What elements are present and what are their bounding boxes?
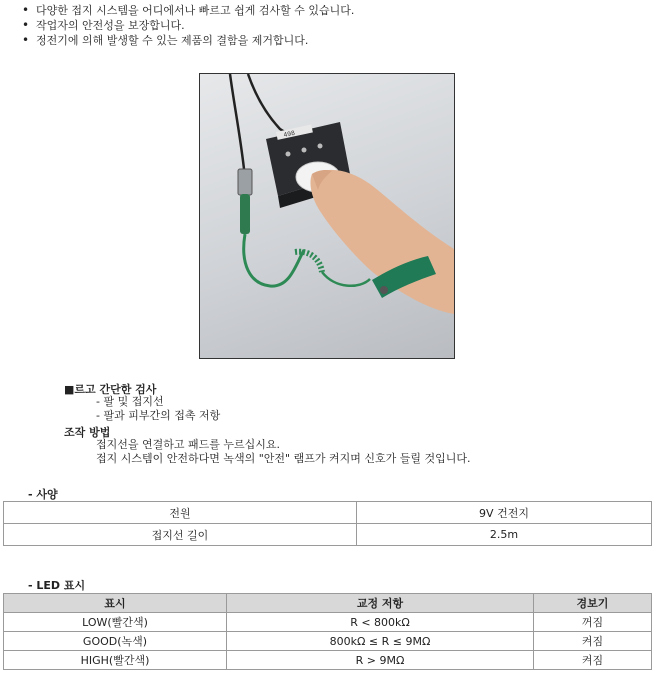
operation-line: 접지선을 연결하고 패드를 누르십시요.	[96, 438, 281, 451]
feature-item: • 정전기에 의해 발생할 수 있는 제품의 결함을 제거합니다.	[22, 33, 354, 48]
led-heading: - LED 표시	[28, 579, 86, 592]
spec-value: 2.5m	[357, 524, 652, 546]
led-alarm: 켜짐	[534, 632, 652, 651]
quick-check-title: ■르고 간단한 검사	[64, 383, 157, 396]
led-display: GOOD(녹색)	[4, 632, 227, 651]
wrist-strap-tester-illustration	[200, 74, 454, 358]
led-resistance: 800kΩ ≤ R ≤ 9MΩ	[227, 632, 534, 651]
led-alarm: 꺼짐	[534, 613, 652, 632]
column-header: 경보기	[534, 594, 652, 613]
feature-item: • 작업자의 안전성을 보장합니다.	[22, 18, 354, 33]
spec-heading: - 사양	[28, 488, 58, 501]
operation-title: 조작 방법	[64, 426, 111, 439]
table-row	[4, 502, 652, 524]
led-resistance: R > 9MΩ	[227, 651, 534, 670]
led-alarm: 켜짐	[534, 651, 652, 670]
feature-list	[22, 3, 354, 48]
column-header: 표시	[4, 594, 227, 613]
table-row	[4, 632, 652, 651]
table-row	[4, 651, 652, 670]
table-header-row	[4, 594, 652, 613]
column-header: 교정 저항	[227, 594, 534, 613]
led-display: LOW(빨간색)	[4, 613, 227, 632]
table-row	[4, 524, 652, 546]
spec-table	[3, 501, 652, 546]
spec-label: 전원	[4, 502, 357, 524]
led-display: HIGH(빨간색)	[4, 651, 227, 670]
feature-item: • 다양한 접지 시스템을 어디에서나 빠르고 쉽게 검사할 수 있습니다.	[22, 3, 354, 18]
led-table	[3, 593, 652, 670]
quick-check-item: - 팔 및 접지선	[96, 395, 164, 408]
product-photo	[199, 73, 455, 359]
spec-value: 9V 건전지	[357, 502, 652, 524]
operation-line: 접지 시스템이 안전하다면 녹색의 "안전" 램프가 켜지며 신호가 들릴 것입니다.	[96, 452, 471, 465]
device-label: 498	[282, 129, 296, 139]
table-row	[4, 613, 652, 632]
quick-check-item: - 팔과 피부간의 접촉 저항	[96, 409, 221, 422]
led-resistance: R < 800kΩ	[227, 613, 534, 632]
spec-label: 접지선 길이	[4, 524, 357, 546]
